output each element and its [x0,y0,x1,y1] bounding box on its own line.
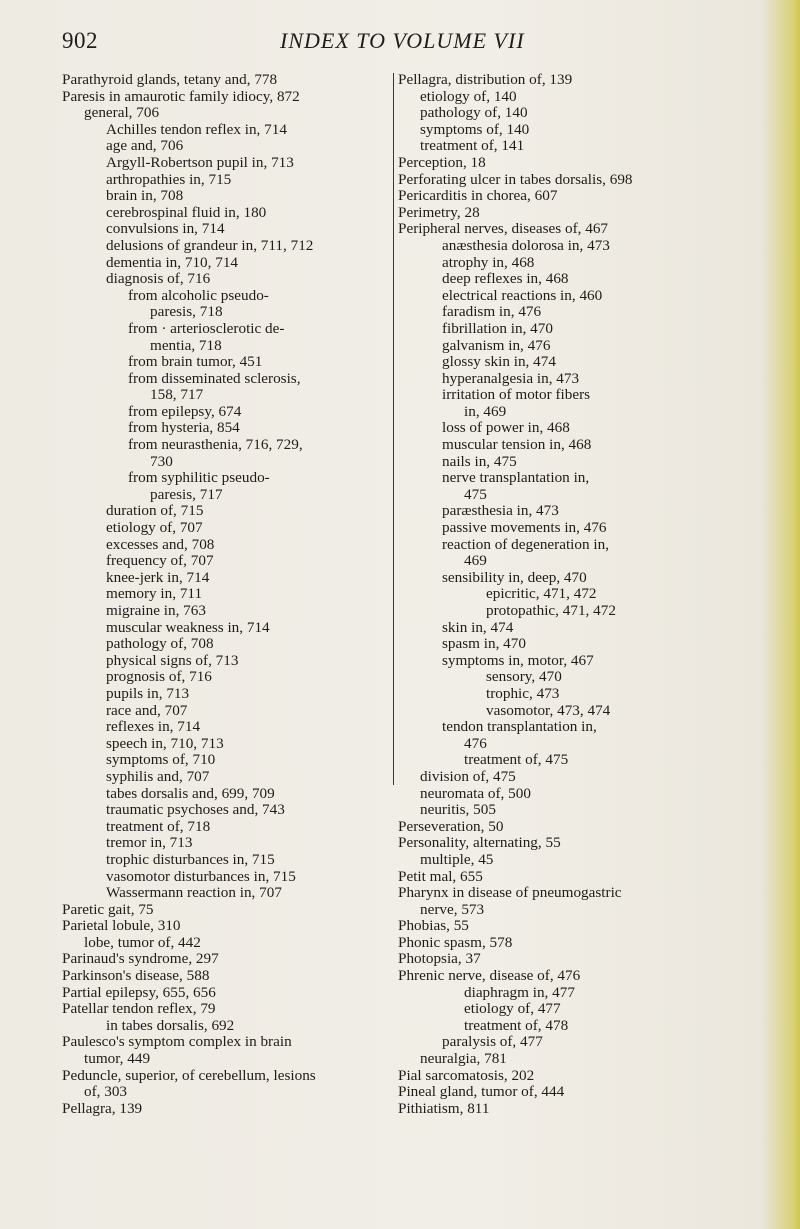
index-entry: excesses and, 708 [106,535,215,553]
index-entry: Perseveration, 50 [398,817,504,835]
index-entry: age and, 706 [106,137,184,155]
page-header [60,28,720,60]
index-entry: neuritis, 505 [420,801,496,819]
index-entry: arthropathies in, 715 [106,170,232,188]
index-entry: 475 [464,485,487,503]
index-entry: pupils in, 713 [106,684,190,702]
index-column-left [62,72,392,1117]
index-entry: Paretic gait, 75 [62,900,154,918]
index-entry: symptoms of, 710 [106,751,216,769]
index-entry: hyperanalgesia in, 473 [442,369,580,387]
index-entry: loss of power in, 468 [442,419,570,437]
index-entry: frequency of, 707 [106,552,214,570]
index-entry: etiology of, 707 [106,519,203,537]
index-entry: migraine in, 763 [106,602,206,619]
index-entry: Wassermann reaction in, 707 [106,884,282,902]
index-entry: Petit mal, 655 [398,867,483,885]
index-entry: syphilis and, 707 [106,767,210,785]
index-entry: muscular tension in, 468 [442,436,592,454]
index-entry: skin in, 474 [442,618,514,636]
index-entry: spasm in, 470 [442,635,526,653]
index-entry: trophic disturbances in, 715 [106,850,275,868]
index-entry: sensibility in, deep, 470 [442,568,587,586]
index-entry: traumatic psychoses and, 743 [106,801,285,819]
index-entry: Parathyroid glands, tetany and, 778 [62,71,278,88]
index-entry: lobe, tumor of, 442 [84,933,201,951]
index-entry: knee-jerk in, 714 [106,568,210,586]
index-entry: cerebrospinal fluid in, 180 [106,203,267,221]
index-entry: Pithiatism, 811 [398,1099,490,1117]
index-entry: 158, 717 [150,386,204,404]
index-entry: galvanism in, 476 [442,336,551,354]
index-entry: of, 303 [84,1083,128,1101]
index-entry: tendon transplantation in, [442,718,597,736]
index-entry: treatment of, 141 [420,137,525,155]
index-entry: etiology of, 140 [420,87,517,105]
index-entry: from neurasthenia, 716, 729, [128,436,303,454]
index-entry: epicritic, 471, 472 [486,585,597,603]
index-entry: Patellar tendon reflex, 79 [62,1000,216,1018]
index-entry: from syphilitic pseudo- [128,469,270,487]
index-entry: paræsthesia in, 473 [442,502,559,520]
index-entry: electrical reactions in, 460 [442,286,603,304]
index-entry: 469 [464,552,487,570]
index-entry: Paresis in amaurotic family idiocy, 872 [62,87,300,105]
index-entry: Pellagra, 139 [62,1099,143,1117]
index-entry: Parinaud's syndrome, 297 [62,950,219,968]
index-entry: muscular weakness in, 714 [106,618,270,636]
index-entry: nerve, 573 [420,900,485,918]
index-entry: Photopsia, 37 [398,950,481,968]
index-entry: speech in, 710, 713 [106,734,224,752]
index-entry: from · arteriosclerotic de- [128,319,285,337]
index-entry: symptoms in, motor, 467 [442,651,594,669]
index-entry: diagnosis of, 716 [106,270,211,288]
index-entry: Achilles tendon reflex in, 714 [106,120,287,138]
index-entry: fibrillation in, 470 [442,319,553,337]
index-entry: paresis, 718 [150,303,223,321]
index-entry: treatment of, 478 [464,1016,569,1034]
index-entry: paralysis of, 477 [442,1033,543,1051]
index-entry: mentia, 718 [150,336,222,354]
index-entry: paresis, 717 [150,485,223,503]
index-entry: passive movements in, 476 [442,519,607,537]
index-entry: physical signs of, 713 [106,651,239,669]
index-entry: tabes dorsalis and, 699, 709 [106,784,275,802]
index-entry: from disseminated sclerosis, [128,369,301,387]
index-entry: pathology of, 140 [420,104,528,122]
index-entry: Perimetry, 28 [398,203,480,221]
index-entry: anæsthesia dolorosa in, 473 [442,236,610,254]
index-entry: from epilepsy, 674 [128,402,242,420]
index-entry: symptoms of, 140 [420,120,530,138]
index-entry: vasomotor, 473, 474 [486,701,611,719]
index-entry: Pial sarcomatosis, 202 [398,1066,535,1084]
index-entry: trophic, 473 [486,684,560,702]
index-entry: in, 469 [464,402,507,420]
index-entry: deep reflexes in, 468 [442,270,569,288]
index-entry: Pellagra, distribution of, 139 [398,71,573,88]
index-entry: treatment of, 475 [464,751,569,769]
index-entry: reaction of degeneration in, [442,535,609,553]
index-entry: multiple, 45 [420,850,494,868]
index-entry: sensory, 470 [486,668,562,686]
index-entry: glossy skin in, 474 [442,353,556,371]
index-entry: nails in, 475 [442,452,517,470]
index-column-right [398,72,736,1117]
index-entry: irritation of motor fibers [442,386,591,404]
index-entry: tremor in, 713 [106,834,193,852]
index-entry: Pericarditis in chorea, 607 [398,187,558,205]
column-divider [393,73,394,785]
index-entry: Perception, 18 [398,153,486,171]
index-entry: dementia in, 710, 714 [106,253,239,271]
index-entry: protopathic, 471, 472 [486,602,616,619]
index-entry: vasomotor disturbances in, 715 [106,867,296,885]
index-entry: prognosis of, 716 [106,668,212,686]
index-entry: memory in, 711 [106,585,203,603]
index-entry: atrophy in, 468 [442,253,535,271]
index-entry: from brain tumor, 451 [128,353,263,371]
index-entry: Phrenic nerve, disease of, 476 [398,967,581,985]
index-entry: Paulesco's symptom complex in brain [62,1033,292,1051]
index-entry: Parietal lobule, 310 [62,917,181,935]
index-entry: Phonic spasm, 578 [398,933,513,951]
index-entry: tumor, 449 [84,1050,151,1068]
index-entry: treatment of, 718 [106,817,211,835]
index-entry: Peripheral nerves, diseases of, 467 [398,220,609,238]
index-entry: from hysteria, 854 [128,419,240,437]
index-entry: Personality, alternating, 55 [398,834,561,852]
index-entry: faradism in, 476 [442,303,542,321]
page-number: 902 [62,28,98,53]
index-entry: Phobias, 55 [398,917,469,935]
index-entry: from alcoholic pseudo- [128,286,269,304]
index-entry: race and, 707 [106,701,188,719]
index-entry: nerve transplantation in, [442,469,590,487]
index-entry: etiology of, 477 [464,1000,561,1018]
index-entry: 730 [150,452,173,470]
index-entry: reflexes in, 714 [106,718,201,736]
index-entry: Argyll-Robertson pupil in, 713 [106,153,294,171]
index-entry: in tabes dorsalis, 692 [106,1016,235,1034]
index-entry: duration of, 715 [106,502,204,520]
index-entry: 476 [464,734,487,752]
index-entry: Perforating ulcer in tabes dorsalis, 698 [398,170,633,188]
index-entry: general, 706 [84,104,160,122]
index-entry: Peduncle, superior, of cerebellum, lesions [62,1066,316,1084]
index-entry: neuromata of, 500 [420,784,531,802]
index-entry: Pharynx in disease of pneumogastric [398,884,622,902]
index-entry: Parkinson's disease, 588 [62,967,210,985]
index-entry: diaphragm in, 477 [464,983,575,1001]
index-entry: pathology of, 708 [106,635,214,653]
index-entry: delusions of grandeur in, 711, 712 [106,236,314,254]
index-entry: Pineal gland, tumor of, 444 [398,1083,565,1101]
index-entry: neuralgia, 781 [420,1050,507,1068]
index-entry: convulsions in, 714 [106,220,225,238]
index-entry: Partial epilepsy, 655, 656 [62,983,216,1001]
running-title: INDEX TO VOLUME VII [280,28,525,53]
index-entry: division of, 475 [420,767,516,785]
index-entry: brain in, 708 [106,187,184,205]
